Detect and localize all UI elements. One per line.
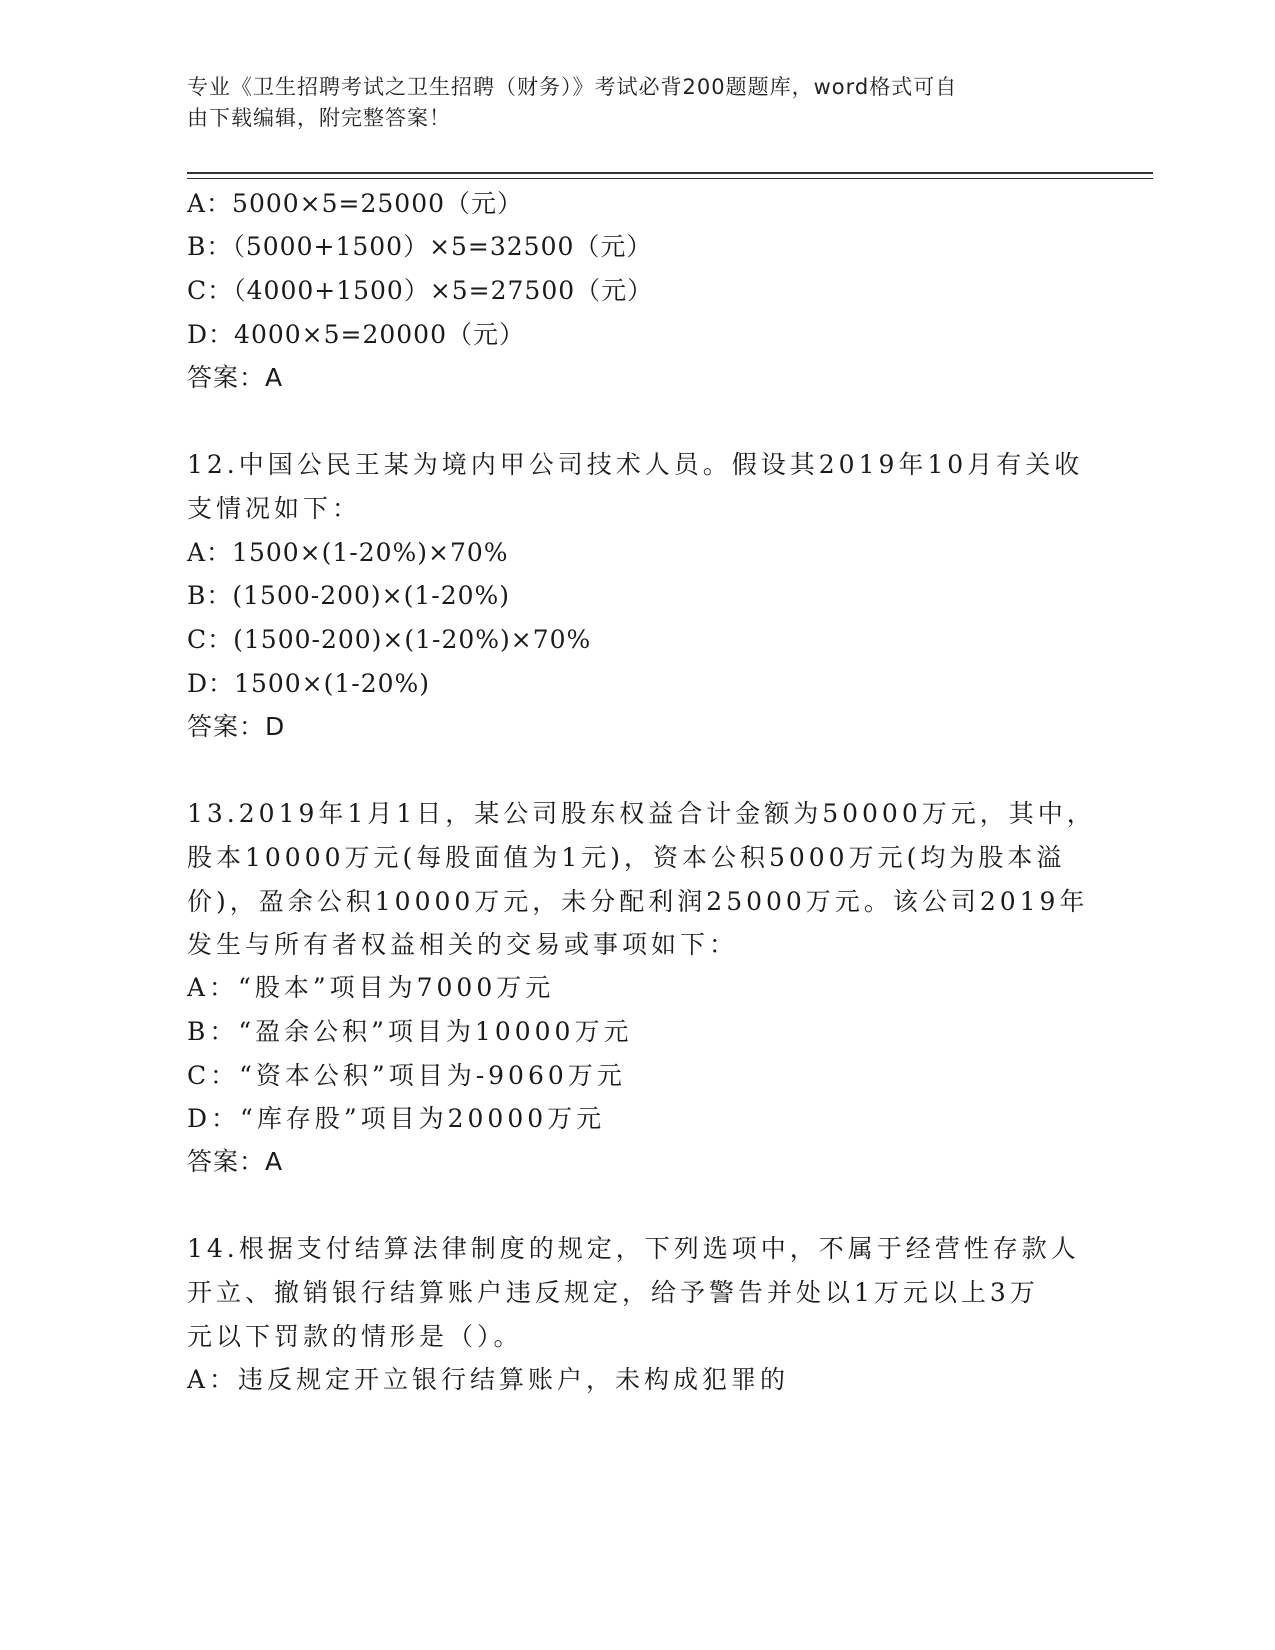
q14-option-a: A：违反规定开立银行结算账户，未构成犯罪的 bbox=[187, 1365, 790, 1394]
header-divider-thick bbox=[187, 172, 1153, 174]
q14-stem-line-2: 开立、撤销银行结算账户违反规定，给予警告并处以1万元以上3万 bbox=[187, 1278, 1039, 1307]
q12-option-a: A：1500×(1-20%)×70% bbox=[187, 538, 509, 567]
q13-stem-line-1: 13.2019年1月1日，某公司股东权益合计金额为50000万元，其中， bbox=[187, 799, 1096, 828]
q12-option-d: D：1500×(1-20%) bbox=[187, 669, 431, 698]
q13-stem-line-3: 价)，盈余公积10000万元，未分配利润25000万元。该公司2019年 bbox=[187, 887, 1089, 916]
q14-stem-line-1: 14.根据支付结算法律制度的规定，下列选项中，不属于经营性存款人 bbox=[187, 1234, 1080, 1263]
q12-stem-line-2: 支情况如下： bbox=[187, 494, 362, 523]
q12-option-c: C：(1500-200)×(1-20%)×70% bbox=[187, 625, 592, 654]
q13-option-c: C：“资本公积”项目为-9060万元 bbox=[187, 1061, 626, 1090]
q13-option-d: D：“库存股”项目为20000万元 bbox=[187, 1104, 606, 1133]
q12-stem-line-1: 12.中国公民王某为境内甲公司技术人员。假设其2019年10月有关收 bbox=[187, 450, 1084, 479]
q11-option-b: B：（5000+1500）×5=32500（元） bbox=[187, 232, 653, 261]
header-line-1: 专业《卫生招聘考试之卫生招聘（财务）》考试必背200题题库，word格式可自 bbox=[187, 75, 958, 99]
q11-option-d: D：4000×5=20000（元） bbox=[187, 320, 525, 349]
header-line-2: 由下载编辑，附完整答案！ bbox=[187, 106, 451, 130]
q13-stem-line-2: 股本10000万元(每股面值为1元)，资本公积5000万元(均为股本溢 bbox=[187, 843, 1066, 872]
q13-answer: 答案：A bbox=[187, 1147, 284, 1176]
q11-answer: 答案：A bbox=[187, 363, 284, 392]
q11-option-a: A：5000×5=25000（元） bbox=[187, 189, 524, 218]
header-divider-thin bbox=[187, 178, 1153, 179]
q12-answer: 答案：D bbox=[187, 712, 286, 741]
document-header bbox=[187, 72, 1067, 134]
q13-stem-line-4: 发生与所有者权益相关的交易或事项如下： bbox=[187, 930, 739, 959]
q11-option-c: C：（4000+1500）×5=27500（元） bbox=[187, 276, 654, 305]
q13-option-b: B：“盈余公积”项目为10000万元 bbox=[187, 1017, 633, 1046]
q13-option-a: A：“股本”项目为7000万元 bbox=[187, 973, 555, 1002]
q14-stem-line-3: 元以下罚款的情形是（）。 bbox=[187, 1322, 523, 1351]
q12-option-b: B：(1500-200)×(1-20%) bbox=[187, 581, 511, 610]
